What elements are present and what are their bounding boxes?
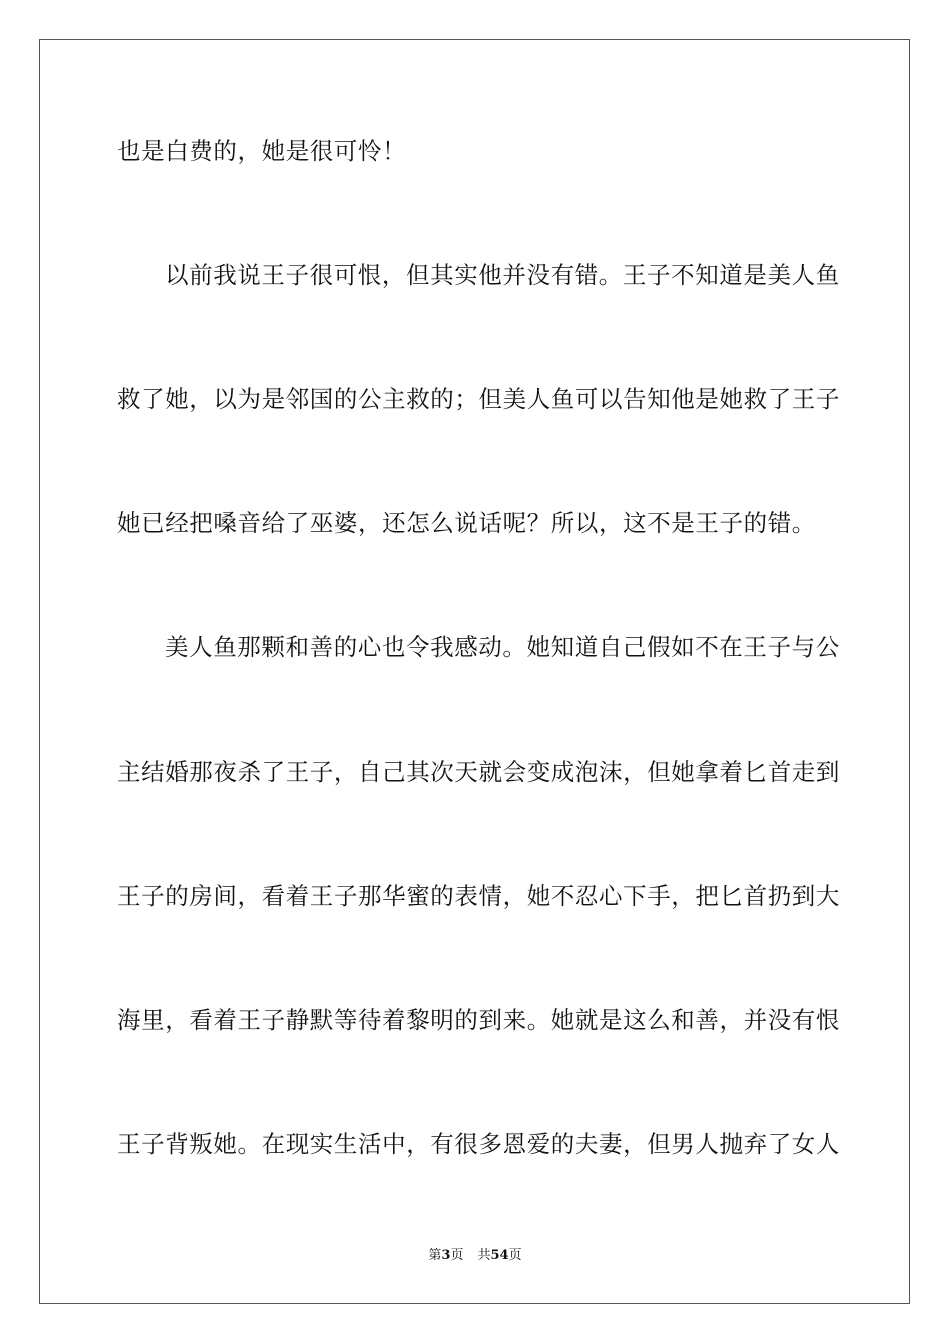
page-border bbox=[39, 39, 910, 1304]
text-line: 也是白费的，她是很可怜！ bbox=[117, 137, 407, 165]
page-footer bbox=[0, 1247, 950, 1265]
page-unit: 页 bbox=[450, 1248, 464, 1263]
text-line: 她已经把嗓音给了巫婆，还怎么说话呢？所以，这不是王子的错。 bbox=[117, 509, 816, 537]
total-prefix: 共 bbox=[477, 1248, 491, 1263]
text-line: 主结婚那夜杀了王子，自己其次天就会变成泡沫，但她拿着匕首走到 bbox=[117, 758, 840, 786]
text-line: 王子的房间，看着王子那华蜜的表情，她不忍心下手，把匕首扔到大 bbox=[117, 882, 840, 910]
total-page-count: 54 bbox=[490, 1248, 509, 1263]
text-line: 海里，看着王子静默等待着黎明的到来。她就是这么和善，并没有恨 bbox=[117, 1006, 840, 1034]
total-unit: 页 bbox=[508, 1248, 522, 1263]
paragraph-start-line: 美人鱼那颗和善的心也令我感动。她知道自己假如不在王子与公 bbox=[165, 633, 840, 661]
paragraph-start-line: 以前我说王子很可恨，但其实他并没有错。王子不知道是美人鱼 bbox=[165, 261, 840, 289]
page-prefix: 第 bbox=[428, 1248, 442, 1263]
text-line: 王子背叛她。在现实生活中，有很多恩爱的夫妻，但男人抛弃了女人 bbox=[117, 1130, 840, 1158]
current-page-number: 3 bbox=[441, 1248, 451, 1263]
text-line: 救了她，以为是邻国的公主救的；但美人鱼可以告知他是她救了王子 bbox=[117, 385, 840, 413]
